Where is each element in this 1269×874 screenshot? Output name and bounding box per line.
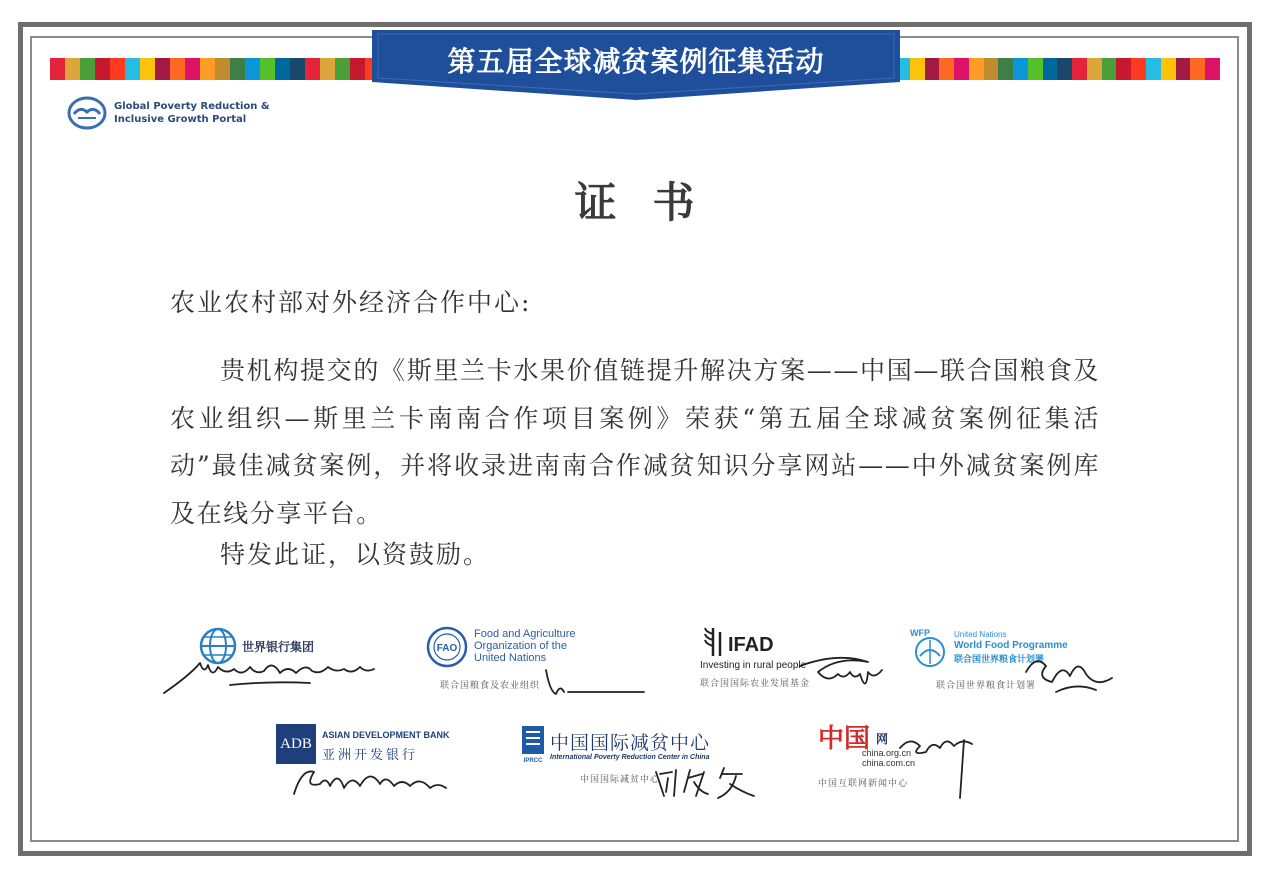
stripe-segment: [1087, 58, 1102, 80]
wfp-name-cn: 联合国世界粮食计划署: [936, 681, 1037, 691]
stripe-segment: [939, 58, 954, 80]
wheat-icon: [700, 624, 726, 658]
stripe-segment: [125, 58, 140, 80]
china-org-url1: china.org.cn: [862, 748, 912, 758]
stripe-segment: [984, 58, 999, 80]
stripe-segment: [925, 58, 940, 80]
adb-abbr: ADB: [276, 724, 316, 764]
stripe-segment: [290, 58, 305, 80]
stripe-segment: [1072, 58, 1087, 80]
iprcc-name-en: International Poverty Reduction Center in China: [550, 754, 710, 761]
stripe-segment: [185, 58, 200, 80]
iprcc-label-cn: 中国国际减贫中心: [580, 775, 661, 785]
ifad-name-cn: 联合国国际农业发展基金: [700, 679, 811, 689]
stripe-segment: [230, 58, 245, 80]
iprcc-signature: [650, 762, 780, 802]
stripe-segment: [1102, 58, 1117, 80]
iprcc-name-cn: 中国国际减贫中心: [550, 732, 711, 754]
iprcc-emblem-icon: [520, 724, 546, 764]
stripe-segment: [998, 58, 1013, 80]
adb-name-en: ASIAN DEVELOPMENT BANK: [322, 730, 450, 740]
stripe-segment: [320, 58, 335, 80]
certificate-body: 贵机构提交的《斯里兰卡水果价值链提升解决方案——中国—联合国粮食及农业组织—斯里兰卡南南合作项目案例》荣获“第五届全球减贫案例征集活动”最佳减贫案例，并将收录进南南合作减贫知识分享网站——中外减贫案例库及在线分享平台。: [170, 356, 1100, 528]
world-bank-name: 世界银行集团: [242, 640, 315, 654]
wfp-name-cn-logo: 联合国世界粮食计划署: [954, 654, 1045, 664]
china-org-logo-text: 中国: [818, 724, 871, 754]
ifad-signature: [798, 650, 888, 696]
stripe-segment: [305, 58, 320, 80]
sdg-color-stripe-right: [895, 58, 1220, 80]
ifad-tagline: Investing in rural people: [700, 660, 807, 671]
stripe-segment: [215, 58, 230, 80]
fao-signature: [538, 662, 648, 702]
world-bank-signature: [160, 645, 380, 700]
stripe-segment: [200, 58, 215, 80]
stripe-segment: [969, 58, 984, 80]
china-org-suffix: 网: [876, 732, 889, 746]
stripe-segment: [1161, 58, 1176, 80]
certificate-title: 证书: [574, 178, 731, 227]
china-org-signature: [880, 722, 980, 802]
stripe-segment: [350, 58, 365, 80]
banner-title: 第五届全球减贫案例征集活动: [447, 45, 825, 78]
stripe-segment: [170, 58, 185, 80]
sdg-color-stripe-left: [50, 58, 380, 80]
handshake-globe-icon: [66, 96, 108, 130]
closing-line: 特发此证，以资鼓励。: [220, 540, 491, 569]
stripe-segment: [1146, 58, 1161, 80]
china-org-url2: china.com.cn: [862, 758, 916, 768]
portal-name-line2: Inclusive Growth Portal: [114, 114, 247, 125]
ifad-name: IFAD: [728, 634, 774, 656]
stripe-segment: [1028, 58, 1043, 80]
wfp-line2: World Food Programme: [954, 640, 1068, 651]
portal-logo: [66, 96, 270, 130]
stripe-segment: [260, 58, 275, 80]
stripe-segment: [954, 58, 969, 80]
stripe-segment: [245, 58, 260, 80]
wfp-signature: [1016, 648, 1116, 698]
stripe-segment: [1013, 58, 1028, 80]
fao-name-line2: Organization of the: [474, 640, 567, 652]
wfp-line1: United Nations: [954, 630, 1007, 639]
stripe-segment: [50, 58, 65, 80]
stripe-segment: [1043, 58, 1058, 80]
iprcc-abbr: IPRCC: [523, 758, 543, 764]
stripe-segment: [910, 58, 925, 80]
stripe-segment: [1116, 58, 1131, 80]
stripe-segment: [1057, 58, 1072, 80]
stripe-segment: [110, 58, 125, 80]
stripe-segment: [95, 58, 110, 80]
china-org-label-cn: 中国互联网新闻中心: [818, 779, 909, 789]
stripe-segment: [1190, 58, 1205, 80]
fao-name-line1: Food and Agriculture: [474, 628, 576, 640]
adb-signature: [290, 758, 450, 802]
fao-name-cn: 联合国粮食及农业组织: [440, 681, 541, 691]
wfp-abbr: WFP: [910, 628, 930, 638]
stripe-segment: [335, 58, 350, 80]
stripe-segment: [1131, 58, 1146, 80]
stripe-segment: [1205, 58, 1220, 80]
adb-name-cn: 亚洲开发银行: [322, 748, 419, 763]
stripe-segment: [65, 58, 80, 80]
fao-emblem-text: FAO: [436, 643, 458, 654]
stripe-segment: [80, 58, 95, 80]
addressee: 农业农村部对外经济合作中心:: [170, 288, 532, 317]
stripe-segment: [140, 58, 155, 80]
fao-emblem-icon: [426, 626, 468, 668]
stripe-segment: [1176, 58, 1191, 80]
portal-name-line1: Global Poverty Reduction &: [114, 101, 270, 112]
stripe-segment: [275, 58, 290, 80]
fao-name-line3: United Nations: [474, 652, 547, 664]
wfp-emblem-icon: [908, 626, 952, 668]
stripe-segment: [155, 58, 170, 80]
